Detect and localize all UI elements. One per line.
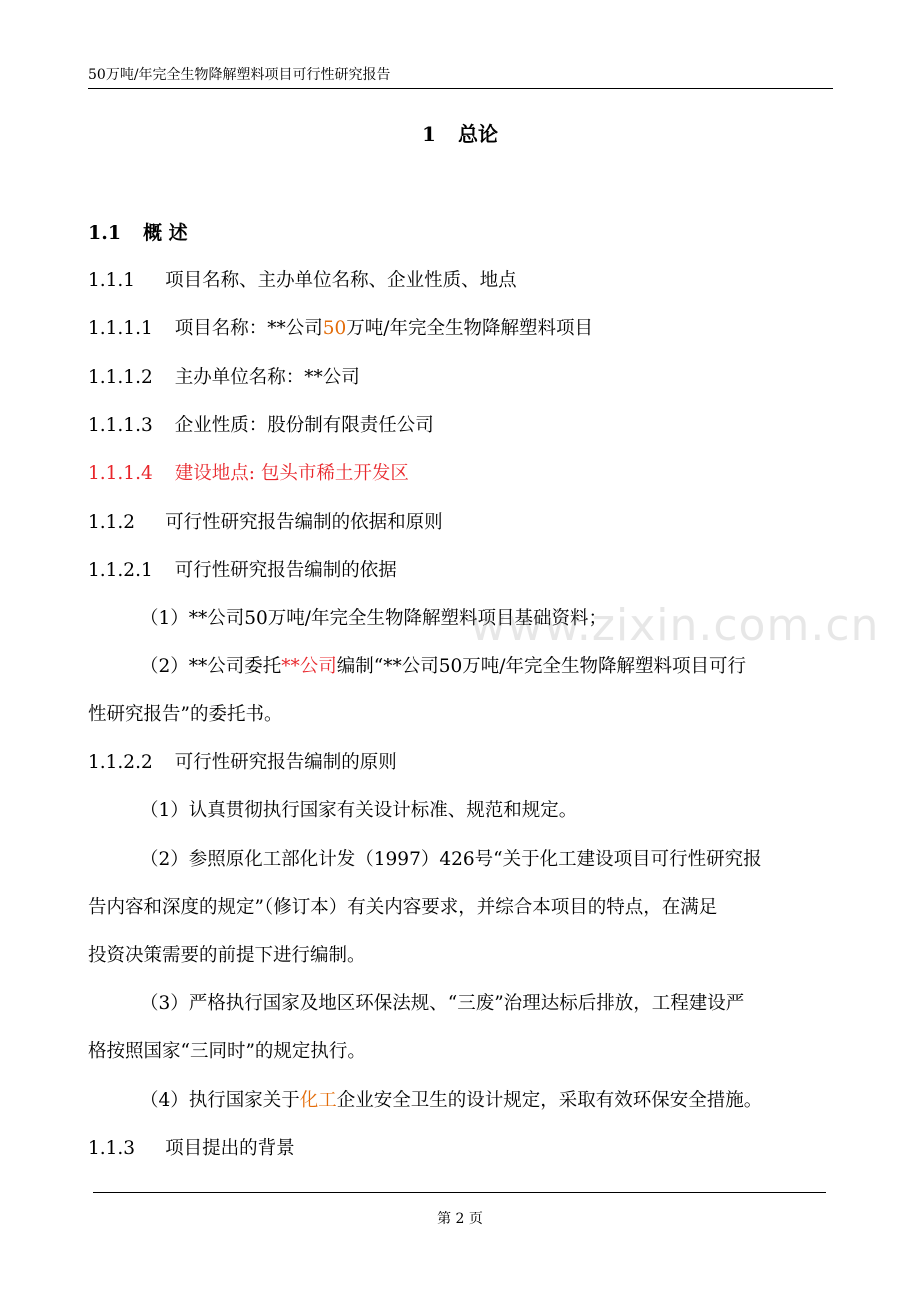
- principle-item-2-line3: 投资决策需要的前提下进行编制。: [88, 945, 366, 966]
- section-number: 1.1.1.1: [88, 318, 153, 339]
- watermark: www.zixin.com.cn: [470, 600, 880, 651]
- section-title: 可行性研究报告编制的依据和原则: [165, 512, 443, 533]
- section-number: 1.1.1: [88, 270, 136, 291]
- section-1-1-2: [88, 508, 443, 534]
- section-title: 可行性研究报告编制的依据: [174, 560, 397, 581]
- section-title: 概 述: [143, 222, 188, 244]
- header-rule: [88, 88, 833, 89]
- principle-item-4: [140, 1086, 762, 1112]
- principle-item-3: （3）严格执行国家及地区环保法规、“三废”治理达标后排放，工程建设严: [140, 993, 745, 1014]
- section-number: 1.1.2.1: [88, 560, 153, 581]
- principle-item-2-line2: 告内容和深度的规定”（修订本）有关内容要求，并综合本项目的特点，在满足: [88, 897, 718, 918]
- basis-item-2-suffix: 编制“**公司50万吨/年完全生物降解塑料项目可行: [336, 656, 747, 677]
- sponsor-text: 主办单位名称：**公司: [174, 367, 360, 388]
- enterprise-type-text: 企业性质：股份制有限责任公司: [174, 415, 434, 436]
- principle-item-2: （2）参照原化工部化计发（1997）426号“关于化工建设项目可行性研究报: [140, 849, 762, 870]
- chapter-title: [0, 118, 920, 147]
- section-number: 1.1.1.2: [88, 367, 153, 388]
- section-title: 项目名称、主办单位名称、企业性质、地点: [165, 270, 517, 291]
- section-1-1-1-1: [88, 314, 593, 340]
- basis-item-2-highlight: **公司: [281, 656, 337, 677]
- section-1-1-2-1: [88, 556, 397, 582]
- project-name-suffix: 万吨/年完全生物降解塑料项目: [346, 318, 594, 339]
- section-1-1-1-3: [88, 411, 434, 437]
- section-1-1-1-2: [88, 363, 360, 389]
- section-1-1-1-4: [88, 459, 409, 485]
- capacity-highlight: 50: [322, 318, 347, 339]
- section-number: 1.1.3: [88, 1138, 136, 1159]
- project-name-prefix: 项目名称：**公司: [174, 318, 323, 339]
- location-text: 建设地点: 包头市稀土开发区: [174, 463, 409, 484]
- chapter-name: 总论: [457, 122, 498, 146]
- principle-item-1: （1）认真贯彻执行国家有关设计标准、规范和规定。: [140, 800, 578, 821]
- section-number: 1.1: [88, 222, 122, 244]
- footer-rule: [93, 1192, 826, 1193]
- section-number: 1.1.1.4: [88, 463, 153, 484]
- section-number: 1.1.2.2: [88, 752, 153, 773]
- section-1-1-1: [88, 266, 517, 292]
- section-title: 可行性研究报告编制的原则: [174, 752, 397, 773]
- basis-item-2-line2: 性研究报告”的委托书。: [88, 704, 283, 725]
- basis-item-1: （1）**公司50万吨/年完全生物降解塑料项目基础资料；: [140, 608, 608, 629]
- principle-item-4-highlight: 化工: [299, 1090, 337, 1111]
- section-1-1-3: [88, 1134, 295, 1160]
- section-title: 项目提出的背景: [165, 1138, 295, 1159]
- basis-item-2-prefix: （2）**公司委托: [140, 656, 282, 677]
- principle-item-3-line2: 格按照国家“三同时”的规定执行。: [88, 1041, 366, 1062]
- section-number: 1.1.1.3: [88, 415, 153, 436]
- principle-item-4-prefix: （4）执行国家关于: [140, 1090, 300, 1111]
- chapter-number: 1: [422, 122, 436, 146]
- section-1-1-2-2: [88, 748, 397, 774]
- page-number: 第 2 页: [437, 1211, 483, 1227]
- principle-item-4-suffix: 企业安全卫生的设计规定，采取有效环保安全措施。: [336, 1090, 763, 1111]
- running-header: 50万吨/年完全生物降解塑料项目可行性研究报告: [88, 67, 391, 83]
- section-number: 1.1.2: [88, 512, 136, 533]
- section-1-1: [88, 218, 188, 245]
- basis-item-2: [140, 652, 746, 678]
